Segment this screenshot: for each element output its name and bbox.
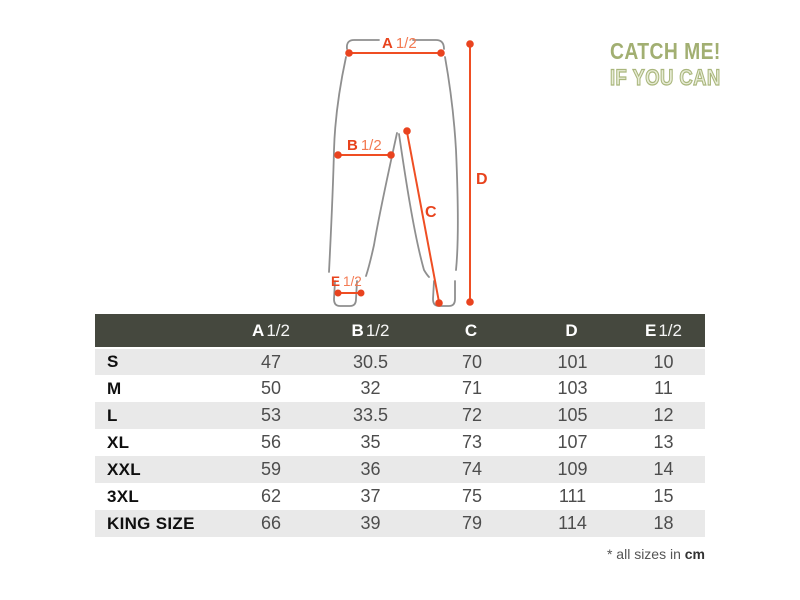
cell-value: 10 xyxy=(653,351,674,372)
cell-value: 39 xyxy=(360,513,381,533)
measurement-lines xyxy=(334,40,474,307)
cell-value: 75 xyxy=(461,486,483,506)
cell-value: 109 xyxy=(557,459,588,479)
column-header-b: B 1/2 xyxy=(320,314,421,348)
cell-value: 47 xyxy=(260,351,282,372)
table-row-s xyxy=(95,348,705,375)
cell-value: 71 xyxy=(461,378,483,398)
cell-value: 79 xyxy=(461,513,483,533)
table-row-xl xyxy=(95,429,705,456)
cell-value: 72 xyxy=(461,405,483,425)
cell-value: 53 xyxy=(260,405,282,425)
label-a: A 1/2 xyxy=(382,35,417,52)
cell-value: 105 xyxy=(557,405,588,425)
measure-dot xyxy=(358,290,365,297)
footnote-text: * all sizes in xyxy=(606,546,681,562)
table-row-l xyxy=(95,402,705,429)
size-label: XXL xyxy=(107,459,141,479)
cell-value: 62 xyxy=(260,486,282,506)
cell-value: 36 xyxy=(360,459,381,479)
measure-dot xyxy=(403,127,411,135)
measure-dot xyxy=(466,298,474,306)
measure-dot xyxy=(435,299,443,307)
label-d: D xyxy=(476,171,488,188)
measure-dot xyxy=(466,40,474,48)
size-label: L xyxy=(107,405,118,425)
size-label: XL xyxy=(107,432,130,452)
column-header-d: D xyxy=(523,314,622,348)
measure-dot xyxy=(437,49,445,57)
cell-value: 11 xyxy=(654,378,673,398)
column-header-c: C xyxy=(421,314,523,348)
table-row-m xyxy=(95,375,705,402)
size-label: KING SIZE xyxy=(107,513,195,533)
cell-value: 13 xyxy=(653,432,674,452)
cell-value: 70 xyxy=(461,351,483,372)
header-row xyxy=(95,314,705,348)
cell-value: 74 xyxy=(461,459,483,479)
cell-value: 37 xyxy=(360,486,381,506)
table-row-xxl xyxy=(95,456,705,483)
waistband-bracket-left xyxy=(347,40,379,49)
size-label: S xyxy=(107,352,119,371)
table-row-3xl xyxy=(95,483,705,510)
waistband-bracket-right xyxy=(413,40,444,49)
pants-measurement-diagram xyxy=(288,18,500,320)
footnote-unit: cm xyxy=(684,546,705,562)
pants-outline xyxy=(329,40,458,306)
cell-value: 33.5 xyxy=(352,405,389,425)
corner-cell xyxy=(95,314,222,348)
column-header-a: A 1/2 xyxy=(222,314,320,348)
cell-value: 35 xyxy=(360,432,381,452)
size-table-header xyxy=(95,314,705,348)
cell-value: 32 xyxy=(360,378,381,398)
size-table xyxy=(95,314,705,537)
label-e: E 1/2 xyxy=(331,274,362,289)
cell-value: 111 xyxy=(558,486,587,506)
right-leg-outer-edge xyxy=(445,57,458,270)
brand-logo-line1: CATCH ME! xyxy=(610,38,721,64)
label-b: B 1/2 xyxy=(347,137,382,154)
measure-dot xyxy=(387,151,395,159)
brand-logo xyxy=(610,40,742,89)
cell-value: 59 xyxy=(260,459,282,479)
cell-value: 14 xyxy=(653,459,674,479)
measure-dot xyxy=(334,151,342,159)
cell-value: 18 xyxy=(653,513,674,533)
cell-value: 107 xyxy=(557,432,588,452)
units-footnote xyxy=(607,546,705,562)
measure-dot xyxy=(345,49,353,57)
size-label: M xyxy=(107,378,122,398)
cell-value: 56 xyxy=(260,432,282,452)
cell-value: 50 xyxy=(260,378,282,398)
left-leg-outer-edge xyxy=(329,57,346,272)
measurement-labels xyxy=(331,35,488,289)
cell-value: 66 xyxy=(260,513,282,533)
cell-value: 103 xyxy=(557,378,588,398)
cell-value: 12 xyxy=(653,405,674,425)
brand-logo-line2: IF YOU CAN xyxy=(610,65,721,90)
cell-value: 73 xyxy=(461,432,483,452)
cell-value: 101 xyxy=(557,351,588,372)
column-header-e: E 1/2 xyxy=(622,314,705,348)
measure-dot xyxy=(335,290,342,297)
cell-value: 15 xyxy=(653,486,674,506)
cell-value: 30.5 xyxy=(352,351,389,372)
cell-value: 114 xyxy=(558,513,587,533)
size-label: 3XL xyxy=(107,486,140,506)
label-c: C xyxy=(425,204,437,221)
table-row-king-size xyxy=(95,510,705,537)
